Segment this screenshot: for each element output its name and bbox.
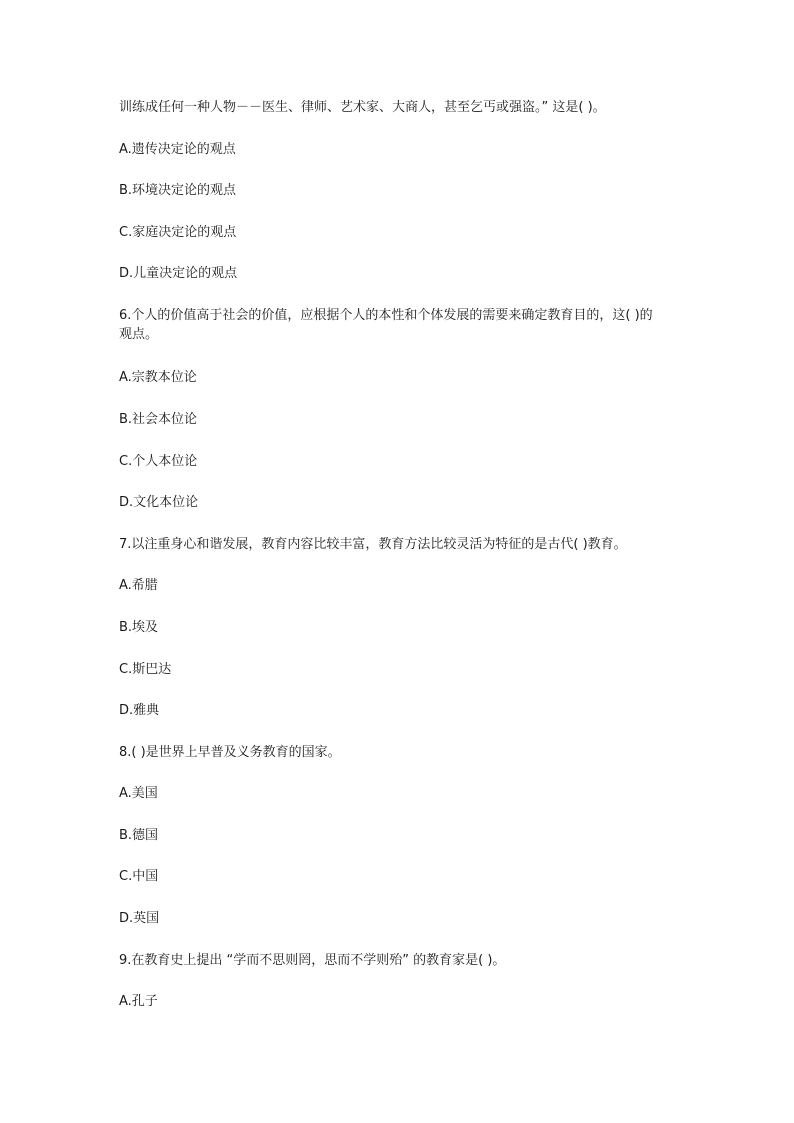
question-7-option-b: B.埃及 (119, 620, 159, 635)
question-6-option-b: B.社会本位论 (119, 412, 198, 427)
question-8-option-a: A.美国 (119, 786, 158, 801)
question-5-option-b: B.环境决定论的观点 (119, 183, 237, 198)
question-5-stem-continuation: 训练成任何一种人物－－医生、律师、艺术家、大商人，甚至乞丐或强盗。” 这是( )。 (119, 100, 606, 115)
question-5-option-c: C.家庭决定论的观点 (119, 225, 237, 240)
question-6-option-d: D.文化本位论 (119, 495, 199, 510)
question-6-stem-line-2: 观点。 (119, 327, 159, 342)
question-7-option-d: D.雅典 (119, 703, 160, 718)
question-5-option-d: D.儿童决定论的观点 (119, 266, 238, 281)
question-7-option-c: C.斯巴达 (119, 662, 172, 677)
question-6-stem-line-1: 6.个人的价值高于社会的价值，应根据个人的本性和个体发展的需要来确定教育目的，这( )的 (119, 308, 653, 323)
question-7-stem: 7.以注重身心和谐发展，教育内容比较丰富，教育方法比较灵活为特征的是古代( )教育。 (119, 537, 627, 552)
question-5-option-a: A.遗传决定论的观点 (119, 142, 236, 157)
question-8-stem: 8.( )是世界上早普及义务教育的国家。 (119, 745, 341, 760)
question-8-option-b: B.德国 (119, 828, 159, 843)
question-9-option-a: A.孔子 (119, 994, 158, 1009)
question-8-option-d: D.英国 (119, 911, 160, 926)
question-8-option-c: C.中国 (119, 869, 159, 884)
question-9-stem: 9.在教育史上提出 “学而不思则罔，思而不学则殆” 的教育家是( )。 (119, 953, 506, 968)
question-7-option-a: A.希腊 (119, 578, 158, 593)
question-6-option-c: C.个人本位论 (119, 454, 198, 469)
question-6-option-a: A.宗教本位论 (119, 370, 197, 385)
